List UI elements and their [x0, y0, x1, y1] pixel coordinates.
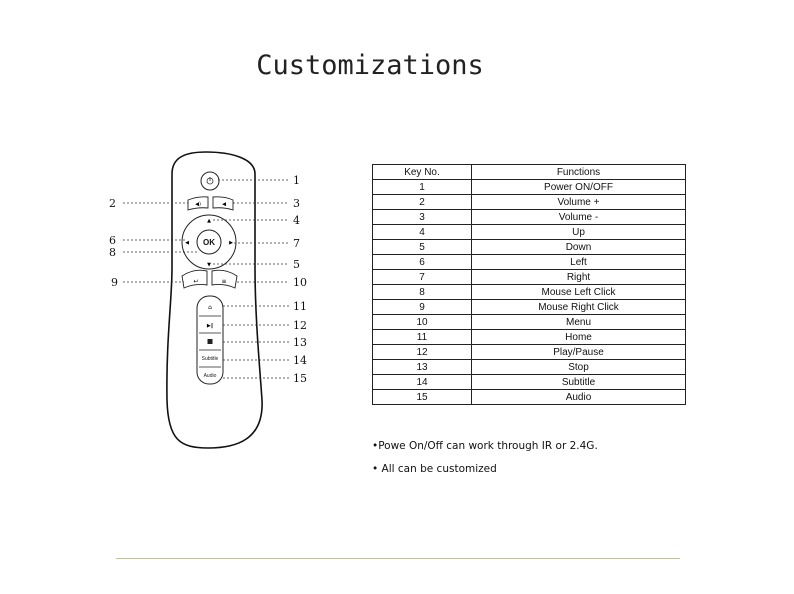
key-cell: 15	[373, 390, 472, 405]
key-cell: 1	[373, 180, 472, 195]
callout-5: 5	[293, 258, 300, 271]
key-functions-table	[372, 164, 686, 405]
function-cell: Volume +	[472, 195, 686, 210]
callout-10: 10	[293, 276, 307, 289]
callout-7: 7	[293, 237, 300, 250]
right-arrow-icon: ▶	[229, 240, 233, 246]
key-cell: 4	[373, 225, 472, 240]
key-cell: 7	[373, 270, 472, 285]
table-row	[373, 345, 686, 360]
subtitle-label: Subtitle	[201, 356, 219, 362]
function-cell: Right	[472, 270, 686, 285]
audio-label: Audio	[203, 373, 217, 379]
table-row	[373, 315, 686, 330]
callout-6: 6	[109, 234, 116, 247]
function-cell: Audio	[472, 390, 686, 405]
function-cell: Power ON/OFF	[472, 180, 686, 195]
callout-9: 9	[111, 276, 118, 289]
key-cell: 13	[373, 360, 472, 375]
callout-3: 3	[293, 197, 300, 210]
callout-8: 8	[109, 246, 116, 259]
function-cell: Mouse Left Click	[472, 285, 686, 300]
callout-4: 4	[293, 214, 300, 227]
key-cell: 14	[373, 375, 472, 390]
key-cell: 11	[373, 330, 472, 345]
function-cell: Menu	[472, 315, 686, 330]
stop-icon	[208, 339, 213, 344]
play-pause-icon: ▶‖	[206, 323, 214, 329]
key-cell: 10	[373, 315, 472, 330]
callout-14: 14	[293, 354, 307, 367]
footer-divider	[116, 558, 680, 559]
table-row	[373, 300, 686, 315]
function-cell: Volume -	[472, 210, 686, 225]
menu-icon: ≡	[221, 278, 227, 285]
note-customized: • All can be customized	[372, 463, 497, 475]
table-row	[373, 195, 686, 210]
key-cell: 12	[373, 345, 472, 360]
function-cell: Play/Pause	[472, 345, 686, 360]
callout-13: 13	[293, 336, 307, 349]
key-cell: 8	[373, 285, 472, 300]
volume-up-icon: ◀)	[195, 201, 201, 208]
key-cell: 2	[373, 195, 472, 210]
table-row	[373, 330, 686, 345]
callout-11: 11	[293, 300, 307, 313]
function-cell: Left	[472, 255, 686, 270]
left-arrow-icon: ◀	[185, 240, 189, 246]
function-cell: Down	[472, 240, 686, 255]
header-key-no: Key No.	[373, 165, 472, 180]
back-icon: ↩	[193, 278, 199, 285]
note-ir: •Powe On/Off can work through IR or 2.4G.	[372, 440, 598, 452]
function-cell: Home	[472, 330, 686, 345]
ok-label: OK	[203, 238, 215, 247]
key-cell: 3	[373, 210, 472, 225]
volume-down-icon: ◀	[222, 201, 226, 208]
callout-1: 1	[293, 174, 300, 187]
table-row	[373, 255, 686, 270]
down-arrow-icon: ▼	[207, 262, 211, 268]
table-row	[373, 180, 686, 195]
table-row	[373, 375, 686, 390]
table-row	[373, 240, 686, 255]
table-row	[373, 360, 686, 375]
callout-12: 12	[293, 319, 307, 332]
table-row	[373, 390, 686, 405]
function-cell: Subtitle	[472, 375, 686, 390]
up-arrow-icon: ▲	[207, 218, 211, 224]
key-cell: 6	[373, 255, 472, 270]
callout-15: 15	[293, 372, 307, 385]
page-title: Customizations	[256, 50, 484, 81]
key-cell: 9	[373, 300, 472, 315]
function-cell: Stop	[472, 360, 686, 375]
table-row	[373, 270, 686, 285]
table-row	[373, 210, 686, 225]
key-cell: 5	[373, 240, 472, 255]
home-icon: ⌂	[208, 304, 212, 311]
function-cell: Mouse Right Click	[472, 300, 686, 315]
table-header-row	[373, 165, 686, 180]
header-functions: Functions	[472, 165, 686, 180]
table-row	[373, 225, 686, 240]
function-cell: Up	[472, 225, 686, 240]
table-row	[373, 285, 686, 300]
callout-2: 2	[109, 197, 116, 210]
